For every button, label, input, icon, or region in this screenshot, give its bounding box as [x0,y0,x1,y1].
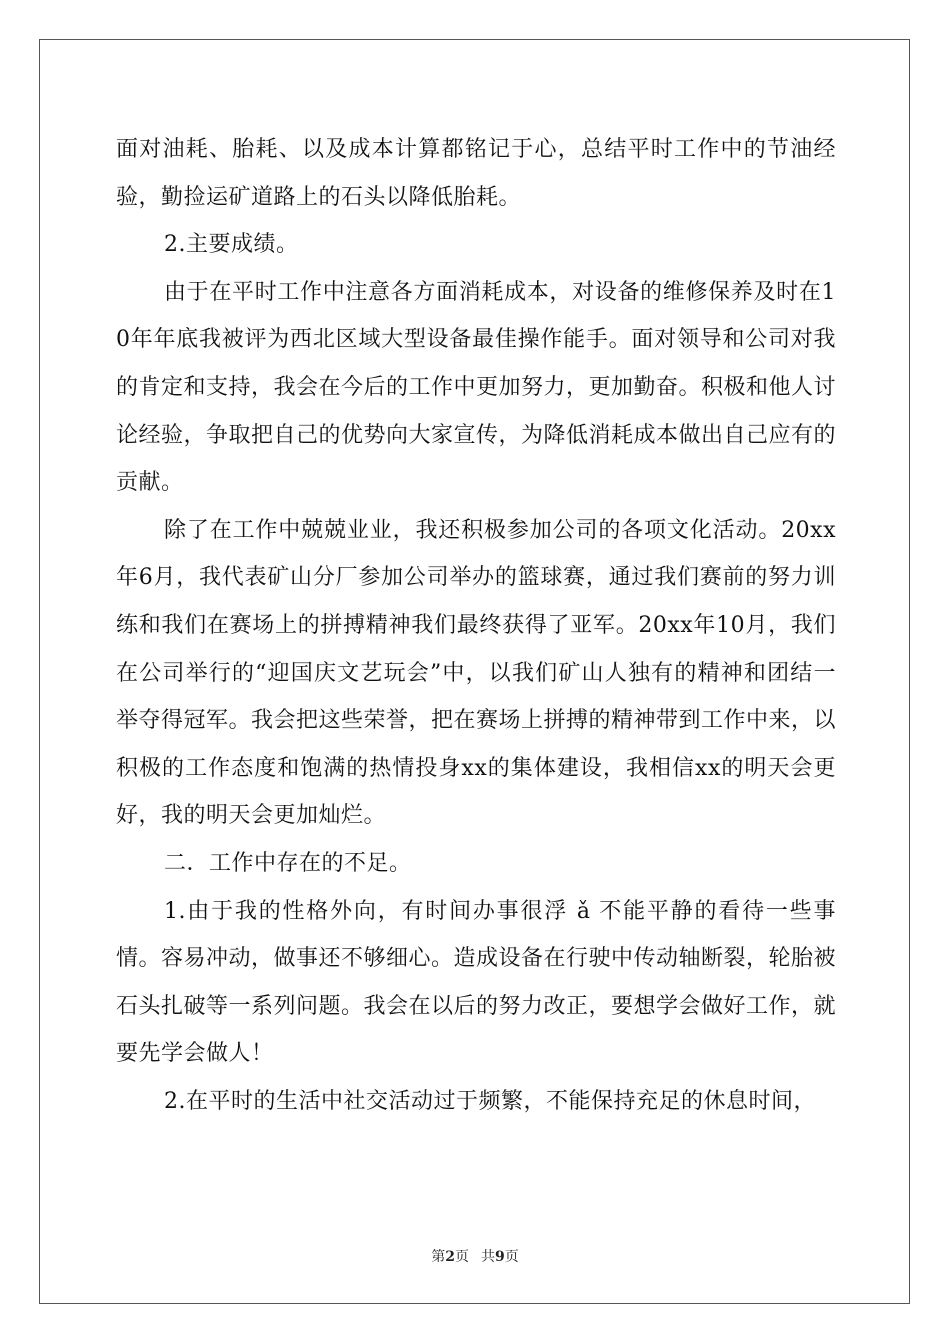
total-unit: 页 [504,1249,519,1265]
paragraph: 除了在工作中兢兢业业，我还积极参加公司的各项文化活动。20xx年6月，我代表矿山分厂参加公司举办的篮球赛，通过我们赛前的努力训练和我们在赛场上的拼搏精神我们最终获得了亚军。20xx年10月，我们在公司举行的“迎国庆文艺玩会”中，以我们矿山人独有的精神和团结一举夺得冠军。我会把这些荣誉，把在赛场上拼搏的精神带到工作中来，以积极的工作态度和饱满的热情投身xx的集体建设，我相信xx的明天会更好，我的明天会更加灿烂。 [116,517,837,829]
page-prefix: 第 [431,1249,446,1265]
paragraph: 1.由于我的性格外向，有时间办事很浮 ǎ 不能平静的看待一些事情。容易冲动，做事还不够细心。造成设备在行驶中传动轴断裂，轮胎被石头扎破等一系列问题。我会在以后的努力改正，要想学会做好工作，就要先学会做人！ [116,898,837,1067]
paragraph: 2.在平时的生活中社交活动过于频繁，不能保持充足的休息时间， [164,1088,816,1114]
current-page-number: 2 [445,1249,455,1265]
page-footer [0,1246,950,1266]
paragraph: 由于在平时工作中注意各方面消耗成本，对设备的维修保养及时在10年年底我被评为西北区域大型设备最佳操作能手。面对领导和公司对我的肯定和支持，我会在今后的工作中更加努力，更加勤奋。积极和他人讨论经验，争取把自己的优势向大家宣传，为降低消耗成本做出自己应有的贡献。 [116,279,837,496]
page-unit: 页 [455,1249,469,1265]
total-page-count: 9 [495,1249,505,1265]
paragraph: 面对油耗、胎耗、以及成本计算都铭记于心，总结平时工作中的节油经验，勤捡运矿道路上的石头以降低胎耗。 [116,137,836,210]
document-body [116,126,836,1125]
total-prefix: 共 [481,1249,495,1265]
section-heading: 2.主要成绩。 [164,232,299,258]
section-heading: 二．工作中存在的不足。 [164,850,412,876]
